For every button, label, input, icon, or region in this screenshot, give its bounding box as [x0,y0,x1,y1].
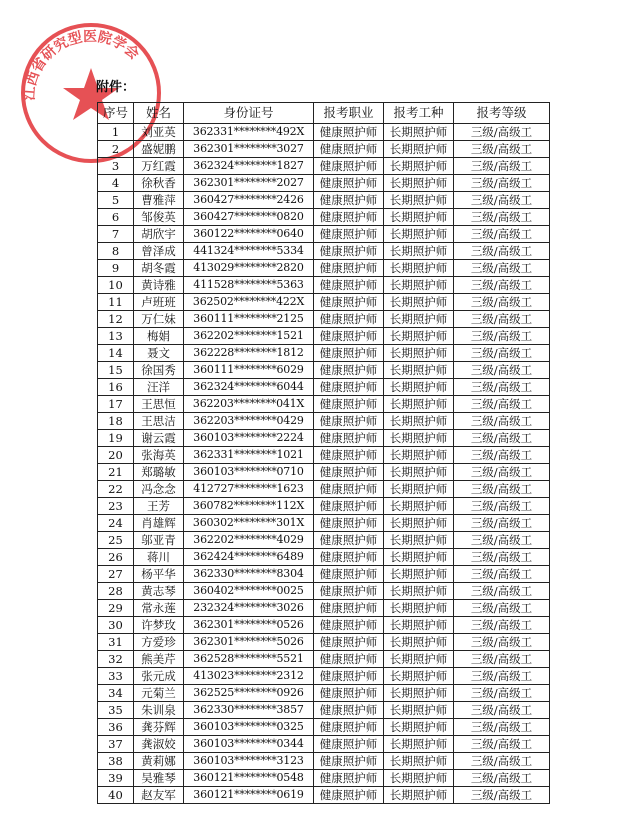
table-row [98,549,550,566]
cell-level: 三级/高级工 [454,549,550,566]
cell-occupation: 健康照护师 [314,277,384,294]
cell-level: 三级/高级工 [454,209,550,226]
cell-name: 徐秋香 [134,175,184,192]
cell-index: 18 [98,413,134,430]
cell-id-number: 362301********3027 [184,141,314,158]
cell-occupation: 健康照护师 [314,600,384,617]
cell-occupation: 健康照护师 [314,464,384,481]
cell-job-type: 长期照护师 [384,685,454,702]
table-row [98,736,550,753]
cell-index: 3 [98,158,134,175]
cell-index: 35 [98,702,134,719]
cell-occupation: 健康照护师 [314,753,384,770]
cell-job-type: 长期照护师 [384,719,454,736]
cell-name: 许梦玫 [134,617,184,634]
cell-index: 28 [98,583,134,600]
cell-name: 黄诗雅 [134,277,184,294]
cell-level: 三级/高级工 [454,175,550,192]
table-row [98,668,550,685]
cell-occupation: 健康照护师 [314,651,384,668]
table-row [98,447,550,464]
cell-id-number: 360427********2426 [184,192,314,209]
cell-job-type: 长期照护师 [384,311,454,328]
cell-job-type: 长期照护师 [384,702,454,719]
cell-name: 张海英 [134,447,184,464]
cell-level: 三级/高级工 [454,702,550,719]
cell-occupation: 健康照护师 [314,345,384,362]
table-row [98,685,550,702]
cell-index: 8 [98,243,134,260]
cell-name: 王芳 [134,498,184,515]
header-name: 姓名 [134,103,184,124]
cell-job-type: 长期照护师 [384,124,454,141]
cell-job-type: 长期照护师 [384,328,454,345]
cell-id-number: 362202********1521 [184,328,314,345]
cell-job-type: 长期照护师 [384,464,454,481]
cell-index: 17 [98,396,134,413]
cell-job-type: 长期照护师 [384,498,454,515]
cell-index: 6 [98,209,134,226]
cell-index: 21 [98,464,134,481]
cell-id-number: 362330********8304 [184,566,314,583]
cell-level: 三级/高级工 [454,498,550,515]
cell-name: 肖雄辉 [134,515,184,532]
table-row [98,413,550,430]
cell-id-number: 362502********422X [184,294,314,311]
cell-name: 常永莲 [134,600,184,617]
cell-level: 三级/高级工 [454,651,550,668]
table-row [98,396,550,413]
cell-occupation: 健康照护师 [314,787,384,804]
cell-level: 三级/高级工 [454,413,550,430]
cell-occupation: 健康照护师 [314,498,384,515]
cell-index: 4 [98,175,134,192]
cell-level: 三级/高级工 [454,430,550,447]
cell-index: 11 [98,294,134,311]
cell-index: 37 [98,736,134,753]
cell-job-type: 长期照护师 [384,787,454,804]
cell-job-type: 长期照护师 [384,277,454,294]
cell-occupation: 健康照护师 [314,430,384,447]
cell-index: 32 [98,651,134,668]
cell-level: 三级/高级工 [454,345,550,362]
cell-name: 赵友军 [134,787,184,804]
cell-level: 三级/高级工 [454,532,550,549]
cell-level: 三级/高级工 [454,719,550,736]
cell-name: 王思恒 [134,396,184,413]
cell-occupation: 健康照护师 [314,260,384,277]
cell-name: 胡冬霞 [134,260,184,277]
cell-occupation: 健康照护师 [314,702,384,719]
cell-index: 34 [98,685,134,702]
cell-name: 朱训泉 [134,702,184,719]
cell-level: 三级/高级工 [454,362,550,379]
cell-index: 26 [98,549,134,566]
cell-level: 三级/高级工 [454,566,550,583]
cell-id-number: 360427********0820 [184,209,314,226]
seal-text: 江西省研究型医院学会 [21,28,142,101]
header-index: 序号 [98,103,134,124]
cell-name: 龚芬辉 [134,719,184,736]
cell-occupation: 健康照护师 [314,447,384,464]
cell-occupation: 健康照护师 [314,770,384,787]
cell-occupation: 健康照护师 [314,209,384,226]
cell-occupation: 健康照护师 [314,532,384,549]
table-row [98,430,550,447]
cell-name: 杨平华 [134,566,184,583]
table-row [98,226,550,243]
cell-index: 14 [98,345,134,362]
cell-id-number: 360103********0344 [184,736,314,753]
cell-occupation: 健康照护师 [314,413,384,430]
cell-job-type: 长期照护师 [384,634,454,651]
table-row [98,583,550,600]
cell-job-type: 长期照护师 [384,532,454,549]
cell-name: 曾泽成 [134,243,184,260]
cell-level: 三级/高级工 [454,736,550,753]
cell-id-number: 360103********0325 [184,719,314,736]
cell-job-type: 长期照护师 [384,651,454,668]
table-row [98,345,550,362]
table-row [98,719,550,736]
cell-index: 29 [98,600,134,617]
table-row [98,464,550,481]
cell-id-number: 360103********0710 [184,464,314,481]
table-row [98,566,550,583]
cell-name: 胡欣宇 [134,226,184,243]
cell-name: 梅娟 [134,328,184,345]
cell-name: 王思洁 [134,413,184,430]
cell-id-number: 362202********4029 [184,532,314,549]
cell-name: 吴雅琴 [134,770,184,787]
cell-job-type: 长期照护师 [384,430,454,447]
cell-name: 汪洋 [134,379,184,396]
cell-id-number: 362324********1827 [184,158,314,175]
cell-job-type: 长期照护师 [384,362,454,379]
cell-level: 三级/高级工 [454,634,550,651]
cell-name: 冯念念 [134,481,184,498]
cell-name: 张元成 [134,668,184,685]
table-header-row [98,103,550,124]
cell-job-type: 长期照护师 [384,668,454,685]
cell-job-type: 长期照护师 [384,260,454,277]
cell-occupation: 健康照护师 [314,141,384,158]
cell-occupation: 健康照护师 [314,362,384,379]
cell-index: 5 [98,192,134,209]
cell-job-type: 长期照护师 [384,396,454,413]
cell-job-type: 长期照护师 [384,413,454,430]
cell-index: 10 [98,277,134,294]
cell-id-number: 362525********0926 [184,685,314,702]
cell-id-number: 412727********1623 [184,481,314,498]
attachment-label: 附件： [96,80,136,95]
header-level: 报考等级 [454,103,550,124]
cell-job-type: 长期照护师 [384,617,454,634]
table-row [98,158,550,175]
cell-occupation: 健康照护师 [314,175,384,192]
cell-occupation: 健康照护师 [314,226,384,243]
cell-level: 三级/高级工 [454,294,550,311]
cell-occupation: 健康照护师 [314,549,384,566]
cell-job-type: 长期照护师 [384,447,454,464]
cell-index: 38 [98,753,134,770]
cell-name: 邹俊英 [134,209,184,226]
cell-index: 7 [98,226,134,243]
cell-name: 郑璐敏 [134,464,184,481]
table-row [98,362,550,379]
cell-name: 刘亚英 [134,124,184,141]
cell-name: 黄志琴 [134,583,184,600]
table-row [98,702,550,719]
table-row [98,260,550,277]
table-row [98,532,550,549]
cell-occupation: 健康照护师 [314,685,384,702]
cell-level: 三级/高级工 [454,515,550,532]
cell-name: 聂文 [134,345,184,362]
cell-job-type: 长期照护师 [384,566,454,583]
cell-id-number: 360782********112X [184,498,314,515]
cell-id-number: 360302********301X [184,515,314,532]
cell-name: 万仁妹 [134,311,184,328]
cell-name: 黄莉娜 [134,753,184,770]
table-row [98,770,550,787]
cell-id-number: 360122********0640 [184,226,314,243]
cell-job-type: 长期照护师 [384,736,454,753]
cell-level: 三级/高级工 [454,192,550,209]
cell-index: 12 [98,311,134,328]
cell-id-number: 360121********0619 [184,787,314,804]
cell-occupation: 健康照护师 [314,379,384,396]
cell-index: 16 [98,379,134,396]
cell-level: 三级/高级工 [454,685,550,702]
cell-id-number: 362331********492X [184,124,314,141]
cell-level: 三级/高级工 [454,243,550,260]
cell-id-number: 362228********1812 [184,345,314,362]
cell-id-number: 413029********2820 [184,260,314,277]
cell-occupation: 健康照护师 [314,583,384,600]
cell-name: 熊美芹 [134,651,184,668]
cell-name: 蒋川 [134,549,184,566]
cell-index: 13 [98,328,134,345]
registration-table [97,102,550,804]
cell-occupation: 健康照护师 [314,158,384,175]
table-row [98,192,550,209]
cell-index: 2 [98,141,134,158]
cell-index: 39 [98,770,134,787]
cell-occupation: 健康照护师 [314,396,384,413]
cell-occupation: 健康照护师 [314,311,384,328]
cell-index: 23 [98,498,134,515]
table-row [98,209,550,226]
header-job-type: 报考工种 [384,103,454,124]
cell-job-type: 长期照护师 [384,583,454,600]
cell-name: 方爱珍 [134,634,184,651]
cell-id-number: 362330********3857 [184,702,314,719]
cell-level: 三级/高级工 [454,328,550,345]
cell-index: 9 [98,260,134,277]
table-row [98,481,550,498]
table-row [98,243,550,260]
cell-id-number: 362324********6044 [184,379,314,396]
cell-index: 33 [98,668,134,685]
cell-id-number: 413023********2312 [184,668,314,685]
cell-occupation: 健康照护师 [314,124,384,141]
cell-level: 三级/高级工 [454,396,550,413]
cell-id-number: 362528********5521 [184,651,314,668]
header-id-number: 身份证号 [184,103,314,124]
cell-name: 徐国秀 [134,362,184,379]
cell-index: 15 [98,362,134,379]
cell-index: 24 [98,515,134,532]
cell-id-number: 360121********0548 [184,770,314,787]
cell-job-type: 长期照护师 [384,379,454,396]
cell-job-type: 长期照护师 [384,753,454,770]
cell-job-type: 长期照护师 [384,192,454,209]
cell-occupation: 健康照护师 [314,243,384,260]
cell-index: 40 [98,787,134,804]
cell-occupation: 健康照护师 [314,515,384,532]
cell-level: 三级/高级工 [454,600,550,617]
cell-level: 三级/高级工 [454,464,550,481]
cell-job-type: 长期照护师 [384,175,454,192]
cell-id-number: 232324********3026 [184,600,314,617]
cell-id-number: 360111********6029 [184,362,314,379]
table-body [98,124,550,804]
cell-level: 三级/高级工 [454,787,550,804]
cell-id-number: 411528********5363 [184,277,314,294]
cell-level: 三级/高级工 [454,226,550,243]
cell-occupation: 健康照护师 [314,634,384,651]
table-row [98,600,550,617]
cell-level: 三级/高级工 [454,668,550,685]
cell-name: 谢云霞 [134,430,184,447]
cell-index: 22 [98,481,134,498]
cell-job-type: 长期照护师 [384,549,454,566]
table-row [98,294,550,311]
cell-index: 36 [98,719,134,736]
cell-job-type: 长期照护师 [384,481,454,498]
cell-name: 卢班班 [134,294,184,311]
cell-index: 19 [98,430,134,447]
cell-name: 邬亚青 [134,532,184,549]
cell-level: 三级/高级工 [454,158,550,175]
table-row [98,175,550,192]
cell-level: 三级/高级工 [454,753,550,770]
cell-name: 盛妮鹏 [134,141,184,158]
cell-job-type: 长期照护师 [384,345,454,362]
cell-id-number: 362331********1021 [184,447,314,464]
cell-job-type: 长期照护师 [384,209,454,226]
cell-job-type: 长期照护师 [384,600,454,617]
cell-occupation: 健康照护师 [314,328,384,345]
cell-occupation: 健康照护师 [314,719,384,736]
cell-level: 三级/高级工 [454,124,550,141]
table-row [98,311,550,328]
cell-index: 27 [98,566,134,583]
cell-id-number: 362301********2027 [184,175,314,192]
cell-level: 三级/高级工 [454,481,550,498]
cell-occupation: 健康照护师 [314,736,384,753]
cell-job-type: 长期照护师 [384,243,454,260]
cell-level: 三级/高级工 [454,379,550,396]
cell-name: 元菊兰 [134,685,184,702]
cell-job-type: 长期照护师 [384,141,454,158]
cell-occupation: 健康照护师 [314,481,384,498]
cell-id-number: 362424********6489 [184,549,314,566]
cell-level: 三级/高级工 [454,617,550,634]
cell-id-number: 360402********0025 [184,583,314,600]
cell-occupation: 健康照护师 [314,617,384,634]
cell-job-type: 长期照护师 [384,158,454,175]
table-row [98,498,550,515]
table-row [98,141,550,158]
cell-level: 三级/高级工 [454,277,550,294]
cell-level: 三级/高级工 [454,583,550,600]
cell-job-type: 长期照护师 [384,515,454,532]
table-row [98,787,550,804]
cell-job-type: 长期照护师 [384,770,454,787]
table-row [98,379,550,396]
cell-id-number: 362301********5026 [184,634,314,651]
cell-job-type: 长期照护师 [384,226,454,243]
cell-id-number: 441324********5334 [184,243,314,260]
cell-occupation: 健康照护师 [314,294,384,311]
table-row [98,634,550,651]
cell-level: 三级/高级工 [454,311,550,328]
cell-id-number: 362203********041X [184,396,314,413]
cell-occupation: 健康照护师 [314,192,384,209]
cell-level: 三级/高级工 [454,260,550,277]
table-row [98,277,550,294]
table-row [98,617,550,634]
cell-name: 曹雅萍 [134,192,184,209]
table-row [98,753,550,770]
cell-level: 三级/高级工 [454,141,550,158]
cell-occupation: 健康照护师 [314,566,384,583]
cell-job-type: 长期照护师 [384,294,454,311]
table-row [98,515,550,532]
table-row [98,651,550,668]
header-occupation: 报考职业 [314,103,384,124]
cell-id-number: 360103********3123 [184,753,314,770]
cell-index: 30 [98,617,134,634]
cell-index: 1 [98,124,134,141]
table-row [98,124,550,141]
cell-id-number: 362203********0429 [184,413,314,430]
cell-level: 三级/高级工 [454,447,550,464]
cell-index: 25 [98,532,134,549]
cell-occupation: 健康照护师 [314,668,384,685]
cell-index: 20 [98,447,134,464]
cell-id-number: 360111********2125 [184,311,314,328]
cell-name: 万红霞 [134,158,184,175]
cell-index: 31 [98,634,134,651]
cell-id-number: 360103********2224 [184,430,314,447]
cell-id-number: 362301********0526 [184,617,314,634]
cell-name: 龚淑姣 [134,736,184,753]
cell-level: 三级/高级工 [454,770,550,787]
table-row [98,328,550,345]
